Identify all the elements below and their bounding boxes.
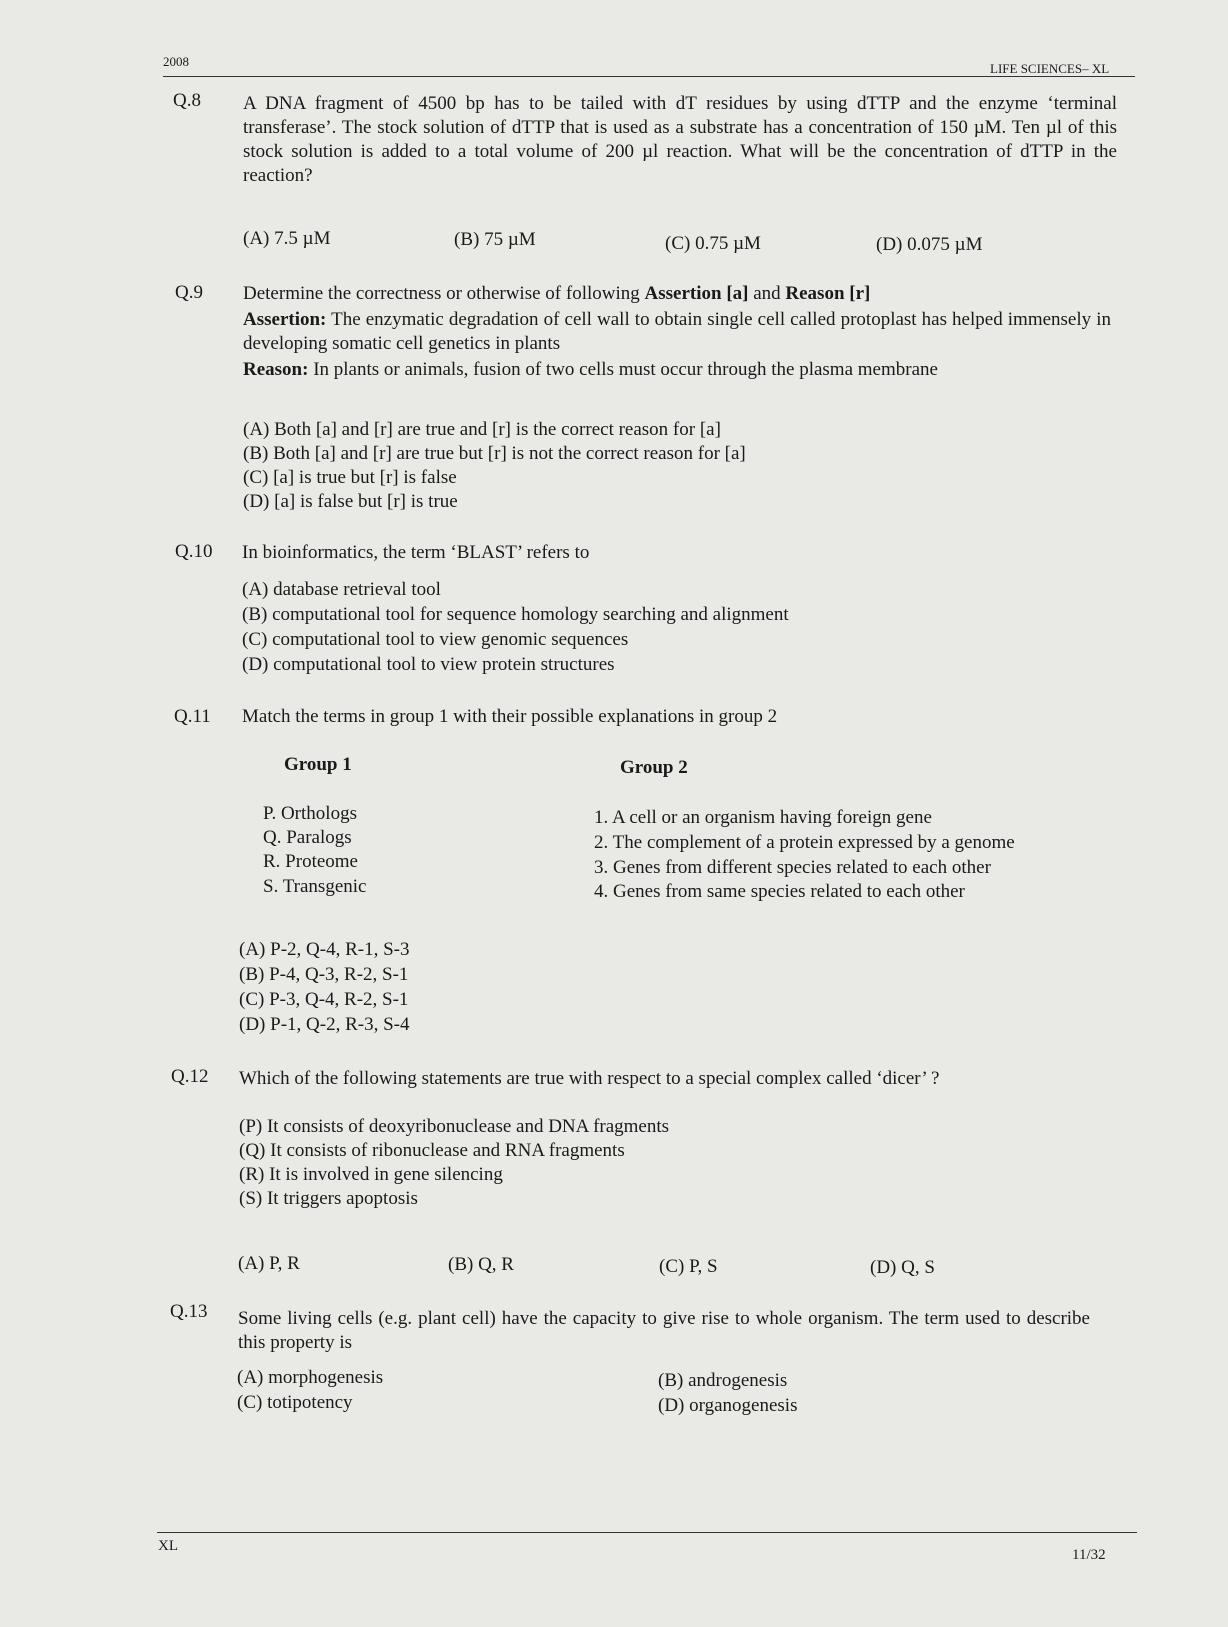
q13-number: Q.13 (170, 1301, 208, 1322)
q8-option-d: (D) 0.075 µM (876, 234, 983, 255)
q10-option-c: (C) computational tool to view genomic sequences (242, 629, 629, 650)
footer-page-number: 11/32 (1072, 1547, 1106, 1563)
q9-assertion-text: The enzymatic degradation of cell wall to obtain single cell called protoplast has helped immensely in developing somatic cell genetics in plants (243, 309, 1111, 354)
q8-stem: A DNA fragment of 4500 bp has to be tailed with dT residues by using dTTP and the enzyme ‘terminal transferase’. The stock solution of dTTP that is used as a substrate has a concentration of 150 µM. Ten µl of this stock solution is added to a total volume of 200 µl reaction. What will be the concentration of dTTP in the reaction? (243, 93, 1117, 186)
q13-option-a: (A) morphogenesis (237, 1367, 384, 1388)
footer-rule (157, 1532, 1137, 1533)
q9-reason-text: In plants or animals, fusion of two cells must occur through the plasma membrane (308, 359, 938, 380)
q11-group2-item-3: 3. Genes from different species related to each other (594, 857, 991, 878)
q11-option-d: (D) P-1, Q-2, R-3, S-4 (239, 1014, 410, 1035)
q13-option-d: (D) organogenesis (658, 1395, 798, 1416)
q12-option-b: (B) Q, R (448, 1254, 514, 1275)
q10-option-b: (B) computational tool for sequence homology searching and alignment (242, 604, 789, 625)
footer-code: XL (158, 1538, 178, 1554)
q10-stem: In bioinformatics, the term ‘BLAST’ refers to (242, 542, 590, 563)
q9-assertion (243, 308, 1111, 356)
q8-option-a: (A) 7.5 µM (243, 228, 331, 249)
q11-stem: Match the terms in group 1 with their possible explanations in group 2 (242, 706, 778, 727)
q12-statement-r: (R) It is involved in gene silencing (239, 1164, 503, 1185)
header-subject: LIFE SCIENCES– XL (990, 61, 1110, 76)
q9-option-b: (B) Both [a] and [r] are true but [r] is not the correct reason for [a] (243, 443, 746, 464)
q9-reason-tag: Reason [r] (785, 283, 871, 304)
q9-assertion-label: Assertion: (243, 309, 327, 330)
q9-assertion-tag: Assertion [a] (644, 283, 749, 304)
q9-intro (243, 283, 870, 305)
q11-option-c: (C) P-3, Q-4, R-2, S-1 (239, 989, 409, 1010)
q11-number: Q.11 (174, 706, 211, 727)
q9-option-c: (C) [a] is true but [r] is false (243, 467, 457, 488)
q11-option-b: (B) P-4, Q-3, R-2, S-1 (239, 964, 409, 985)
q11-group2-item-1: 1. A cell or an organism having foreign gene (594, 807, 932, 828)
q12-option-c: (C) P, S (659, 1256, 718, 1277)
q11-group1-title: Group 1 (284, 754, 352, 775)
q11-group2-item-4: 4. Genes from same species related to each other (594, 881, 965, 902)
q9-option-a: (A) Both [a] and [r] are true and [r] is the correct reason for [a] (243, 419, 721, 440)
q12-statement-p: (P) It consists of deoxyribonuclease and DNA fragments (239, 1116, 670, 1137)
q12-stem: Which of the following statements are true with respect to a special complex called ‘dicer’ ? (239, 1068, 940, 1089)
q10-option-a: (A) database retrieval tool (242, 579, 441, 600)
q11-group1-item-s: S. Transgenic (263, 876, 367, 897)
q9-reason (243, 359, 938, 381)
q9-option-d: (D) [a] is false but [r] is true (243, 491, 458, 512)
q11-group2-item-2: 2. The complement of a protein expressed by a genome (594, 832, 1015, 853)
q11-group1-item-p: P. Orthologs (263, 803, 357, 824)
q12-option-d: (D) Q, S (870, 1257, 935, 1278)
q12-statement-s: (S) It triggers apoptosis (239, 1188, 418, 1209)
q12-statement-q: (Q) It consists of ribonuclease and RNA fragments (239, 1140, 625, 1161)
q9-number: Q.9 (175, 282, 203, 303)
q11-group1-item-r: R. Proteome (263, 851, 358, 872)
header-rule (163, 76, 1135, 77)
q11-group1-item-q: Q. Paralogs (263, 827, 352, 848)
q12-option-a: (A) P, R (238, 1253, 300, 1274)
header-year: 2008 (163, 54, 189, 69)
q8-option-c: (C) 0.75 µM (665, 233, 761, 254)
q13-stem: Some living cells (e.g. plant cell) have the capacity to give rise to whole organism. The term used to describe this property is (238, 1308, 1090, 1353)
q11-group2-title: Group 2 (620, 757, 688, 778)
q10-number: Q.10 (175, 541, 213, 562)
q9-reason-label: Reason: (243, 359, 309, 380)
q13-option-c: (C) totipotency (237, 1392, 353, 1413)
q8-option-b: (B) 75 µM (454, 229, 536, 250)
q12-number: Q.12 (171, 1066, 209, 1087)
q9-and: and (748, 283, 786, 304)
q8-number: Q.8 (173, 90, 201, 111)
q11-option-a: (A) P-2, Q-4, R-1, S-3 (239, 939, 410, 960)
q13-option-b: (B) androgenesis (658, 1370, 788, 1391)
q9-intro-text: Determine the correctness or otherwise of following (243, 283, 645, 304)
q10-option-d: (D) computational tool to view protein structures (242, 654, 615, 675)
